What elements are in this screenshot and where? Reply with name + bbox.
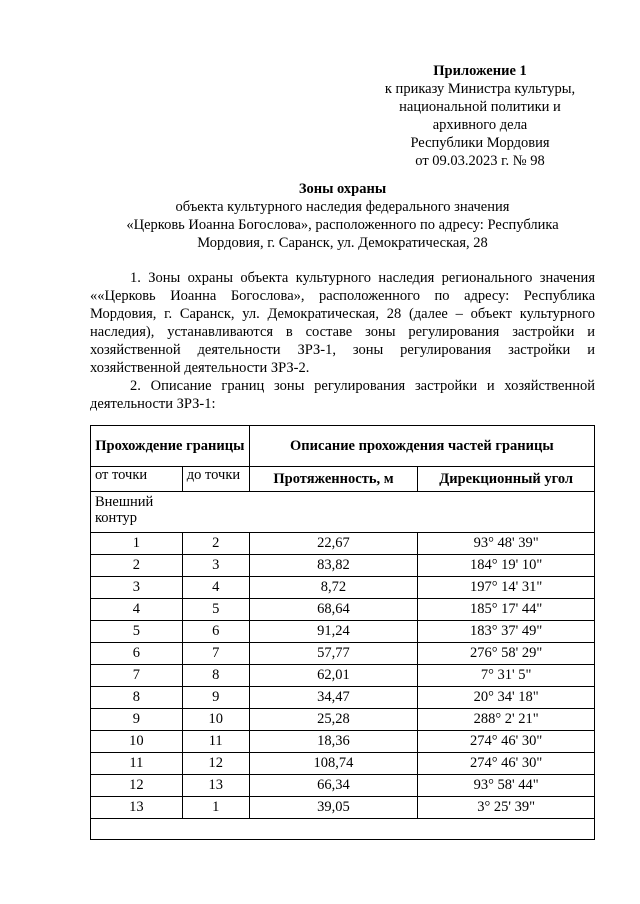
table-row [91, 643, 595, 665]
cell-from: 13 [91, 797, 183, 819]
document-subtitle-line: Мордовия, г. Саранск, ул. Демократическая, 28 [197, 235, 488, 251]
cell-length: 39,05 [249, 797, 418, 819]
cell-to: 12 [182, 753, 249, 775]
table-row [91, 555, 595, 577]
cell-from: 7 [91, 665, 183, 687]
cell-from: 12 [91, 775, 183, 797]
cell-from: 10 [91, 731, 183, 753]
cell-from: 3 [91, 577, 183, 599]
table-row [91, 797, 595, 819]
cell-from: 5 [91, 621, 183, 643]
appendix-line: Республики Мордовия [410, 135, 550, 151]
outer-contour-label: Внешний контур [91, 492, 595, 533]
document-subtitle-line: «Церковь Иоанна Богослова», расположенного по адресу: Республика [126, 217, 559, 233]
cell-length: 18,36 [249, 731, 418, 753]
cell-from: 9 [91, 709, 183, 731]
cell-angle: 183° 37' 49" [418, 621, 595, 643]
cell-from: 6 [91, 643, 183, 665]
outer-contour-row [91, 492, 595, 533]
cell-length: 25,28 [249, 709, 418, 731]
document-heading [90, 180, 595, 252]
table-row [91, 533, 595, 555]
cell-length: 66,34 [249, 775, 418, 797]
col-length: Протяженность, м [249, 467, 418, 492]
cell-angle: 20° 34' 18" [418, 687, 595, 709]
cell-from: 2 [91, 555, 183, 577]
body-text [90, 269, 595, 413]
table-header-row [91, 426, 595, 467]
cell-length: 83,82 [249, 555, 418, 577]
appendix-block [360, 62, 600, 170]
cell-length: 22,67 [249, 533, 418, 555]
cell-angle: 184° 19' 10" [418, 555, 595, 577]
empty-row [91, 819, 595, 840]
col-from: от точки [91, 467, 183, 492]
cell-angle: 7° 31' 5" [418, 665, 595, 687]
cell-angle: 93° 58' 44" [418, 775, 595, 797]
table-row [91, 599, 595, 621]
boundary-table [90, 425, 595, 840]
cell-angle: 274° 46' 30" [418, 731, 595, 753]
cell-to: 1 [182, 797, 249, 819]
table-subheader-row [91, 467, 595, 492]
cell-to: 5 [182, 599, 249, 621]
cell-angle: 276° 58' 29" [418, 643, 595, 665]
cell-length: 34,47 [249, 687, 418, 709]
cell-length: 91,24 [249, 621, 418, 643]
table-row [91, 687, 595, 709]
appendix-line: от 09.03.2023 г. № 98 [415, 153, 545, 169]
header-passage: Прохождение границы [91, 426, 250, 467]
cell-to: 8 [182, 665, 249, 687]
cell-angle: 288° 2' 21" [418, 709, 595, 731]
table-row [91, 577, 595, 599]
appendix-title: Приложение 1 [433, 63, 527, 79]
cell-to: 6 [182, 621, 249, 643]
cell-to: 10 [182, 709, 249, 731]
table-row [91, 621, 595, 643]
appendix-line: национальной политики и [399, 99, 561, 115]
cell-from: 1 [91, 533, 183, 555]
cell-length: 62,01 [249, 665, 418, 687]
cell-angle: 93° 48' 39" [418, 533, 595, 555]
cell-from: 8 [91, 687, 183, 709]
cell-to: 7 [182, 643, 249, 665]
cell-angle: 3° 25' 39" [418, 797, 595, 819]
table-row [91, 753, 595, 775]
cell-from: 11 [91, 753, 183, 775]
cell-to: 9 [182, 687, 249, 709]
cell-angle: 274° 46' 30" [418, 753, 595, 775]
table-row [91, 775, 595, 797]
table-row [91, 665, 595, 687]
cell-to: 11 [182, 731, 249, 753]
appendix-line: к приказу Министра культуры, [384, 81, 576, 97]
paragraph-2: 2. Описание границ зоны регулирования застройки и хозяйственной деятельности ЗРЗ-1: [90, 378, 595, 412]
table-body [91, 533, 595, 819]
cell-to: 3 [182, 555, 249, 577]
appendix-line: архивного дела [432, 117, 528, 133]
header-description: Описание прохождения частей границы [249, 426, 594, 467]
cell-from: 4 [91, 599, 183, 621]
col-to: до точки [182, 467, 249, 492]
cell-length: 108,74 [249, 753, 418, 775]
col-angle: Дирекционный угол [418, 467, 595, 492]
cell-angle: 197° 14' 31" [418, 577, 595, 599]
document-subtitle-line: объекта культурного наследия федерального значения [175, 199, 510, 215]
cell-angle: 185° 17' 44" [418, 599, 595, 621]
cell-to: 4 [182, 577, 249, 599]
cell-length: 57,77 [249, 643, 418, 665]
document-title: Зоны охраны [298, 181, 387, 197]
table-row [91, 731, 595, 753]
cell-length: 8,72 [249, 577, 418, 599]
table-row [91, 709, 595, 731]
cell-length: 68,64 [249, 599, 418, 621]
cell-to: 2 [182, 533, 249, 555]
cell-to: 13 [182, 775, 249, 797]
paragraph-1: 1. Зоны охраны объекта культурного наследия регионального значения ««Церковь Иоанна Богослова», расположенного по адресу: Республика Мордовия, г. Саранск, ул. Демократическая, 28 (далее – объект культурного наследия), устанавливаются в составе зоны регулирования застройки и хозяйственной деятельности ЗРЗ-1, зоны регулирования застройки и хозяйственной деятельности ЗРЗ-2. [90, 270, 595, 376]
